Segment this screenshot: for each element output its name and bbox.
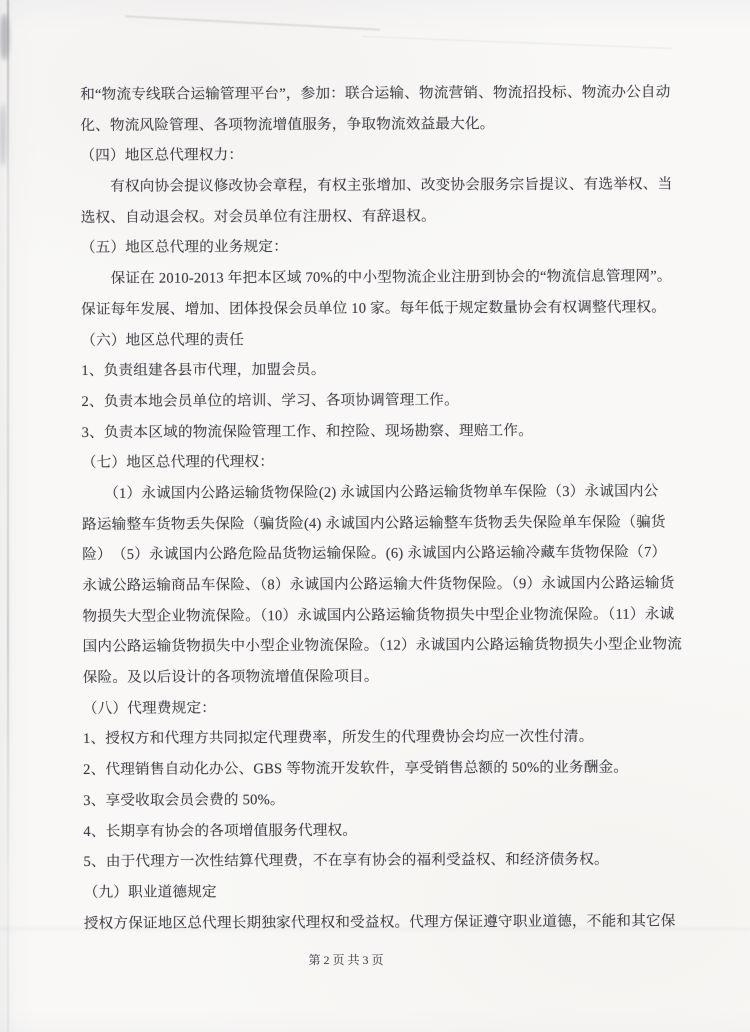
text-line: 5、由于代理方一次性结算代理费，不在享有协会的福利受益权、和经济债务权。 <box>83 851 609 871</box>
text-line: （六）地区总代理的责任 <box>81 331 245 349</box>
scan-smudge-top-left <box>0 14 9 60</box>
text-line: 选权、自动退会权。对会员单位有注册权、有辞退权。 <box>80 208 436 226</box>
text-line: 险） （5）永诚国内公路危险品货物运输保险。(6) 永诚国内公路运输冷藏车货物保险（7） <box>82 544 667 564</box>
text-line: （八）代理费规定： <box>82 700 217 717</box>
paper-crease-faint <box>362 36 672 49</box>
text-line: 1、授权方和代理方共同拟定代理费率，所发生的代理费协会均应一次性付清。 <box>82 729 594 748</box>
text-line: 保证在 2010-2013 年把本区域 70%的中小型物流企业注册到协会的“物流信息管理网”。 <box>80 268 672 288</box>
text-line: 和“物流专线联合运输管理平台”，参加：联合运输、物流营销、物流招投标、物流办公自动 <box>80 84 671 104</box>
text-line: 1、负责组建各县市代理，加盟会员。 <box>81 362 326 380</box>
text-line: （七）地区总代理的代理权： <box>81 454 275 472</box>
text-line: 永诚公路运输商品车保险、（8）永诚国内公路运输大件货物保险。（9）永诚国内公路运输货 <box>82 575 675 594</box>
text-line: 路运输整车货物丢失保险（骗货险(4) 永诚国内公路运输整车货物丢失保险单车保险（骗货 <box>82 514 666 533</box>
text-line: 授权方保证地区总代理长期独家代理权和受益权。代理方保证遵守职业道德，不能和其它保 <box>83 912 676 932</box>
text-line: （九）职业道德规定 <box>83 884 217 901</box>
text-line: 2、代理销售自动化办公、GBS 等物流开发软件，享受销售总额的 50%的业务酬金。 <box>83 759 629 779</box>
text-line: 3、负责本区域的物流保险管理工作、和控险、现场勘察、理赔工作。 <box>81 422 534 441</box>
text-line: 物损失大型企业物流保险。（10）永诚国内公路运输货物损失中型企业物流保险。（11）永诚 <box>82 606 675 625</box>
text-line: 有权向协会提议修改协会章程，有权主张增加、改变协会服务宗旨提议、有选举权、当 <box>80 176 673 196</box>
text-line: 4、长期享有协会的各项增值服务代理权。 <box>83 822 358 840</box>
text-line: 2、负责本地会员单位的培训、学习、各项协调管理工作。 <box>81 392 459 410</box>
text-line: （四）地区总代理权力： <box>80 147 244 165</box>
text-line: 保证每年发展、增加、团体投保会员单位 10 家。每年低于规定数量协会有权调整代理权。 <box>81 299 667 318</box>
text-line: 化、物流风险管理、各项物流增值服务，争取物流效益最大化。 <box>80 115 495 134</box>
page-footer: 第 2 页 共 3 页 <box>308 953 384 967</box>
scanner-edge-line <box>7 0 9 1032</box>
paper-crease <box>125 15 380 30</box>
text-line: （五）地区总代理的业务规定： <box>80 239 289 257</box>
text-line: 保险。及以后设计的各项物流增值保险项目。 <box>82 668 379 687</box>
text-line: 国内公路运输货物损失中小型企业物流保险。（12）永诚国内公路运输货物损失小型企业物流 <box>82 636 683 656</box>
text-line: （1）永诚国内公路运输货物保险(2) 永诚国内公路运输货物单车保险（3）永诚国内公 <box>81 483 659 502</box>
document-body <box>80 77 700 939</box>
scan-smudge-left <box>0 104 6 166</box>
text-line: 3、享受收取会员会费的 50%。 <box>83 791 285 809</box>
